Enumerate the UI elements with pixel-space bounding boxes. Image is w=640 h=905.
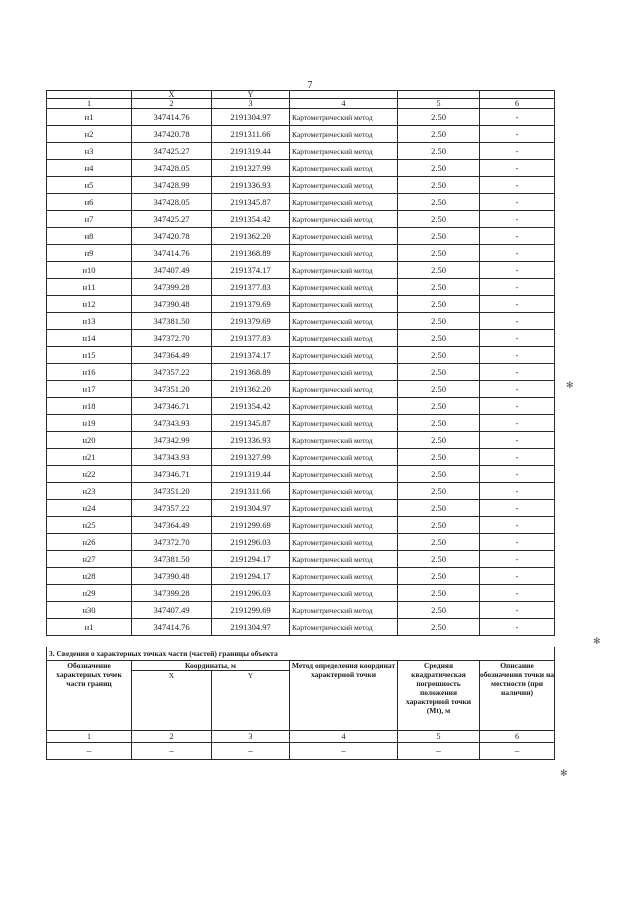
cell-x: 347420.78 [132, 228, 212, 245]
cell-x: 347346.71 [132, 398, 212, 415]
section3-title: 3. Сведения о характерных точках части (частей) границы объекта [47, 647, 555, 661]
table-row [47, 483, 555, 500]
cell-y: 2191296.03 [212, 585, 290, 602]
cell-x: 347390.48 [132, 568, 212, 585]
col-y-header: Y [212, 671, 290, 731]
cell-point: н20 [47, 432, 132, 449]
cell-x: 347414.76 [132, 109, 212, 126]
num-cell: 5 [398, 731, 480, 743]
cell-method: Картометрический метод [290, 347, 398, 364]
cell-point: н5 [47, 177, 132, 194]
cell-note: - [480, 109, 555, 126]
table-row [47, 177, 555, 194]
cell-y: 2191362.20 [212, 381, 290, 398]
dash-cell: – [398, 743, 480, 760]
page-number: 7 [307, 80, 313, 91]
cell-accuracy: 2.50 [398, 517, 480, 534]
cell-point: н17 [47, 381, 132, 398]
cell-note: - [480, 619, 555, 636]
cell-accuracy: 2.50 [398, 398, 480, 415]
cell-point: н19 [47, 415, 132, 432]
cell-y: 2191374.17 [212, 347, 290, 364]
cell-x: 347351.20 [132, 381, 212, 398]
cell-method: Картометрический метод [290, 279, 398, 296]
cell-point: н3 [47, 143, 132, 160]
table-row [47, 143, 555, 160]
dash-cell: – [47, 743, 132, 760]
cell-accuracy: 2.50 [398, 109, 480, 126]
header-num-cell: 3 [212, 99, 290, 109]
cell-method: Картометрический метод [290, 381, 398, 398]
table-row [47, 228, 555, 245]
col-coords-header: Координаты, м [132, 661, 290, 671]
scan-speck: ✻ [560, 768, 568, 778]
cell-method: Картометрический метод [290, 568, 398, 585]
cell-point: н14 [47, 330, 132, 347]
table-row [47, 313, 555, 330]
cell-accuracy: 2.50 [398, 585, 480, 602]
cell-method: Картометрический метод [290, 330, 398, 347]
cell-method: Картометрический метод [290, 296, 398, 313]
cell-accuracy: 2.50 [398, 483, 480, 500]
cell-method: Картометрический метод [290, 500, 398, 517]
num-cell: 1 [47, 731, 132, 743]
cell-accuracy: 2.50 [398, 347, 480, 364]
col-x-header: X [132, 671, 212, 731]
table-row [47, 211, 555, 228]
cell-y: 2191311.66 [212, 483, 290, 500]
cell-accuracy: 2.50 [398, 381, 480, 398]
cell-x: 347343.93 [132, 415, 212, 432]
table-row [47, 415, 555, 432]
cell-note: - [480, 381, 555, 398]
table-row [47, 262, 555, 279]
cell-accuracy: 2.50 [398, 262, 480, 279]
cell-method: Картометрический метод [290, 415, 398, 432]
cell-accuracy: 2.50 [398, 330, 480, 347]
cell-accuracy: 2.50 [398, 466, 480, 483]
cell-point: н23 [47, 483, 132, 500]
cell-x: 347351.20 [132, 483, 212, 500]
table-row [47, 619, 555, 636]
cell-x: 347414.76 [132, 619, 212, 636]
cell-point: н28 [47, 568, 132, 585]
cell-accuracy: 2.50 [398, 177, 480, 194]
cell-x: 347342.99 [132, 432, 212, 449]
cell-y: 2191345.87 [212, 415, 290, 432]
cell-note: - [480, 194, 555, 211]
cell-x: 347372.70 [132, 534, 212, 551]
table-row [47, 432, 555, 449]
cell-note: - [480, 551, 555, 568]
table-row [47, 279, 555, 296]
cell-note: - [480, 364, 555, 381]
cell-point: н26 [47, 534, 132, 551]
cell-accuracy: 2.50 [398, 126, 480, 143]
cell-y: 2191379.69 [212, 313, 290, 330]
section3-empty-row [47, 743, 555, 760]
cell-note: - [480, 449, 555, 466]
cell-method: Картометрический метод [290, 143, 398, 160]
cell-accuracy: 2.50 [398, 211, 480, 228]
table-row [47, 381, 555, 398]
cell-y: 2191311.66 [212, 126, 290, 143]
cell-accuracy: 2.50 [398, 551, 480, 568]
table-row [47, 602, 555, 619]
cell-note: - [480, 245, 555, 262]
cell-x: 347428.05 [132, 194, 212, 211]
cell-y: 2191336.93 [212, 432, 290, 449]
table-row [47, 466, 555, 483]
cell-method: Картометрический метод [290, 313, 398, 330]
cell-point: н18 [47, 398, 132, 415]
cell-note: - [480, 415, 555, 432]
cell-note: - [480, 160, 555, 177]
cell-note: - [480, 228, 555, 245]
cell-accuracy: 2.50 [398, 364, 480, 381]
num-cell: 4 [290, 731, 398, 743]
cell-note: - [480, 585, 555, 602]
table-row [47, 449, 555, 466]
cell-point: н1 [47, 619, 132, 636]
cell-point: н1 [47, 109, 132, 126]
cell-point: н30 [47, 602, 132, 619]
cell-point: н12 [47, 296, 132, 313]
cell-x: 347399.28 [132, 279, 212, 296]
cell-y: 2191368.89 [212, 364, 290, 381]
cell-method: Картометрический метод [290, 551, 398, 568]
cell-note: - [480, 296, 555, 313]
cell-y: 2191374.17 [212, 262, 290, 279]
cell-note: - [480, 143, 555, 160]
cell-note: - [480, 398, 555, 415]
table-row [47, 194, 555, 211]
cell-x: 347357.22 [132, 364, 212, 381]
cell-point: н15 [47, 347, 132, 364]
cell-method: Картометрический метод [290, 245, 398, 262]
cell-accuracy: 2.50 [398, 449, 480, 466]
cell-point: н9 [47, 245, 132, 262]
cell-note: - [480, 517, 555, 534]
cell-accuracy: 2.50 [398, 160, 480, 177]
dash-cell: – [132, 743, 212, 760]
num-cell: 3 [212, 731, 290, 743]
cell-point: н10 [47, 262, 132, 279]
cell-note: - [480, 330, 555, 347]
cell-note: - [480, 466, 555, 483]
dash-cell: – [480, 743, 555, 760]
col-accuracy-header: Средняя квадратическая погрешность положения характерной точки (Mt), м [398, 661, 480, 731]
cell-accuracy: 2.50 [398, 432, 480, 449]
header-top-cell [47, 91, 132, 99]
cell-x: 347372.70 [132, 330, 212, 347]
cell-method: Картометрический метод [290, 602, 398, 619]
header-num-cell: 5 [398, 99, 480, 109]
section3-number-row [47, 731, 555, 743]
cell-method: Картометрический метод [290, 228, 398, 245]
cell-y: 2191368.89 [212, 245, 290, 262]
cell-x: 347364.49 [132, 517, 212, 534]
cell-x: 347381.50 [132, 551, 212, 568]
cell-x: 347414.76 [132, 245, 212, 262]
cell-x: 347407.49 [132, 602, 212, 619]
cell-point: н24 [47, 500, 132, 517]
cell-accuracy: 2.50 [398, 279, 480, 296]
cell-y: 2191294.17 [212, 568, 290, 585]
cell-note: - [480, 313, 555, 330]
cell-method: Картометрический метод [290, 126, 398, 143]
cell-x: 347346.71 [132, 466, 212, 483]
cell-point: н27 [47, 551, 132, 568]
cell-y: 2191299.69 [212, 602, 290, 619]
header-row-numbers [47, 99, 555, 109]
cell-point: н21 [47, 449, 132, 466]
cell-x: 347428.99 [132, 177, 212, 194]
cell-y: 2191319.44 [212, 466, 290, 483]
cell-y: 2191354.42 [212, 398, 290, 415]
cell-x: 347407.49 [132, 262, 212, 279]
cell-x: 347364.49 [132, 347, 212, 364]
col-description-header: Описание обозначения точки на местности (при наличии) [480, 661, 555, 731]
table-row [47, 551, 555, 568]
table-row [47, 296, 555, 313]
cell-point: н13 [47, 313, 132, 330]
cell-method: Картометрический метод [290, 483, 398, 500]
cell-x: 347425.27 [132, 143, 212, 160]
cell-point: н2 [47, 126, 132, 143]
cell-point: н16 [47, 364, 132, 381]
cell-note: - [480, 602, 555, 619]
coordinates-table [46, 90, 555, 636]
cell-x: 347428.05 [132, 160, 212, 177]
cell-x: 347420.78 [132, 126, 212, 143]
cell-y: 2191304.97 [212, 109, 290, 126]
cell-y: 2191327.99 [212, 449, 290, 466]
cell-y: 2191327.99 [212, 160, 290, 177]
cell-x: 347381.50 [132, 313, 212, 330]
header-top-cell [398, 91, 480, 99]
cell-note: - [480, 347, 555, 364]
cell-point: н25 [47, 517, 132, 534]
col-method-header: Метод определения координат характерной точки [290, 661, 398, 731]
cell-y: 2191377.83 [212, 279, 290, 296]
table-row [47, 517, 555, 534]
cell-point: н8 [47, 228, 132, 245]
cell-x: 347390.48 [132, 296, 212, 313]
cell-y: 2191336.93 [212, 177, 290, 194]
cell-note: - [480, 568, 555, 585]
cell-accuracy: 2.50 [398, 143, 480, 160]
cell-method: Картометрический метод [290, 534, 398, 551]
cell-method: Картометрический метод [290, 177, 398, 194]
cell-y: 2191296.03 [212, 534, 290, 551]
cell-note: - [480, 500, 555, 517]
table-row [47, 245, 555, 262]
scan-speck: ✻ [566, 380, 574, 390]
header-num-cell: 6 [480, 99, 555, 109]
dash-cell: – [212, 743, 290, 760]
table-row [47, 347, 555, 364]
cell-method: Картометрический метод [290, 619, 398, 636]
cell-x: 347399.28 [132, 585, 212, 602]
cell-y: 2191379.69 [212, 296, 290, 313]
cell-point: н4 [47, 160, 132, 177]
cell-y: 2191362.20 [212, 228, 290, 245]
table-row [47, 364, 555, 381]
cell-method: Картометрический метод [290, 211, 398, 228]
cell-point: н11 [47, 279, 132, 296]
cell-y: 2191319.44 [212, 143, 290, 160]
cell-accuracy: 2.50 [398, 415, 480, 432]
cell-note: - [480, 211, 555, 228]
cell-method: Картометрический метод [290, 517, 398, 534]
cell-point: н29 [47, 585, 132, 602]
table-row [47, 160, 555, 177]
cell-method: Картометрический метод [290, 398, 398, 415]
cell-point: н6 [47, 194, 132, 211]
col-designation-header: Обозначение характерных точек части границ [47, 661, 132, 731]
header-top-cell [290, 91, 398, 99]
cell-method: Картометрический метод [290, 432, 398, 449]
header-row-xy [47, 91, 555, 99]
cell-accuracy: 2.50 [398, 602, 480, 619]
header-num-cell: 4 [290, 99, 398, 109]
cell-method: Картометрический метод [290, 194, 398, 211]
cell-method: Картометрический метод [290, 585, 398, 602]
scan-speck: ✻ [593, 636, 601, 646]
cell-y: 2191377.83 [212, 330, 290, 347]
cell-note: - [480, 279, 555, 296]
table-row [47, 500, 555, 517]
cell-note: - [480, 432, 555, 449]
cell-note: - [480, 177, 555, 194]
cell-method: Картометрический метод [290, 109, 398, 126]
cell-point: н22 [47, 466, 132, 483]
table-row [47, 109, 555, 126]
section3-table [46, 647, 555, 760]
cell-method: Картометрический метод [290, 160, 398, 177]
cell-accuracy: 2.50 [398, 500, 480, 517]
cell-point: н7 [47, 211, 132, 228]
cell-note: - [480, 126, 555, 143]
cell-note: - [480, 262, 555, 279]
header-num-cell: 2 [132, 99, 212, 109]
table-row [47, 330, 555, 347]
table-row [47, 568, 555, 585]
cell-accuracy: 2.50 [398, 296, 480, 313]
table-row [47, 398, 555, 415]
table-row [47, 585, 555, 602]
header-top-cell: X [132, 91, 212, 99]
cell-method: Картометрический метод [290, 449, 398, 466]
cell-y: 2191345.87 [212, 194, 290, 211]
cell-accuracy: 2.50 [398, 619, 480, 636]
cell-y: 2191299.69 [212, 517, 290, 534]
num-cell: 2 [132, 731, 212, 743]
cell-y: 2191354.42 [212, 211, 290, 228]
cell-accuracy: 2.50 [398, 534, 480, 551]
cell-accuracy: 2.50 [398, 245, 480, 262]
cell-x: 347343.93 [132, 449, 212, 466]
cell-method: Картометрический метод [290, 262, 398, 279]
cell-method: Картометрический метод [290, 364, 398, 381]
dash-cell: – [290, 743, 398, 760]
cell-method: Картометрический метод [290, 466, 398, 483]
cell-x: 347357.22 [132, 500, 212, 517]
cell-accuracy: 2.50 [398, 194, 480, 211]
cell-note: - [480, 534, 555, 551]
header-num-cell: 1 [47, 99, 132, 109]
table-row [47, 126, 555, 143]
cell-note: - [480, 483, 555, 500]
table-row [47, 534, 555, 551]
cell-y: 2191304.97 [212, 500, 290, 517]
cell-accuracy: 2.50 [398, 568, 480, 585]
cell-accuracy: 2.50 [398, 313, 480, 330]
cell-x: 347425.27 [132, 211, 212, 228]
header-top-cell [480, 91, 555, 99]
cell-accuracy: 2.50 [398, 228, 480, 245]
header-top-cell: Y [212, 91, 290, 99]
cell-y: 2191294.17 [212, 551, 290, 568]
cell-y: 2191304.97 [212, 619, 290, 636]
num-cell: 6 [480, 731, 555, 743]
